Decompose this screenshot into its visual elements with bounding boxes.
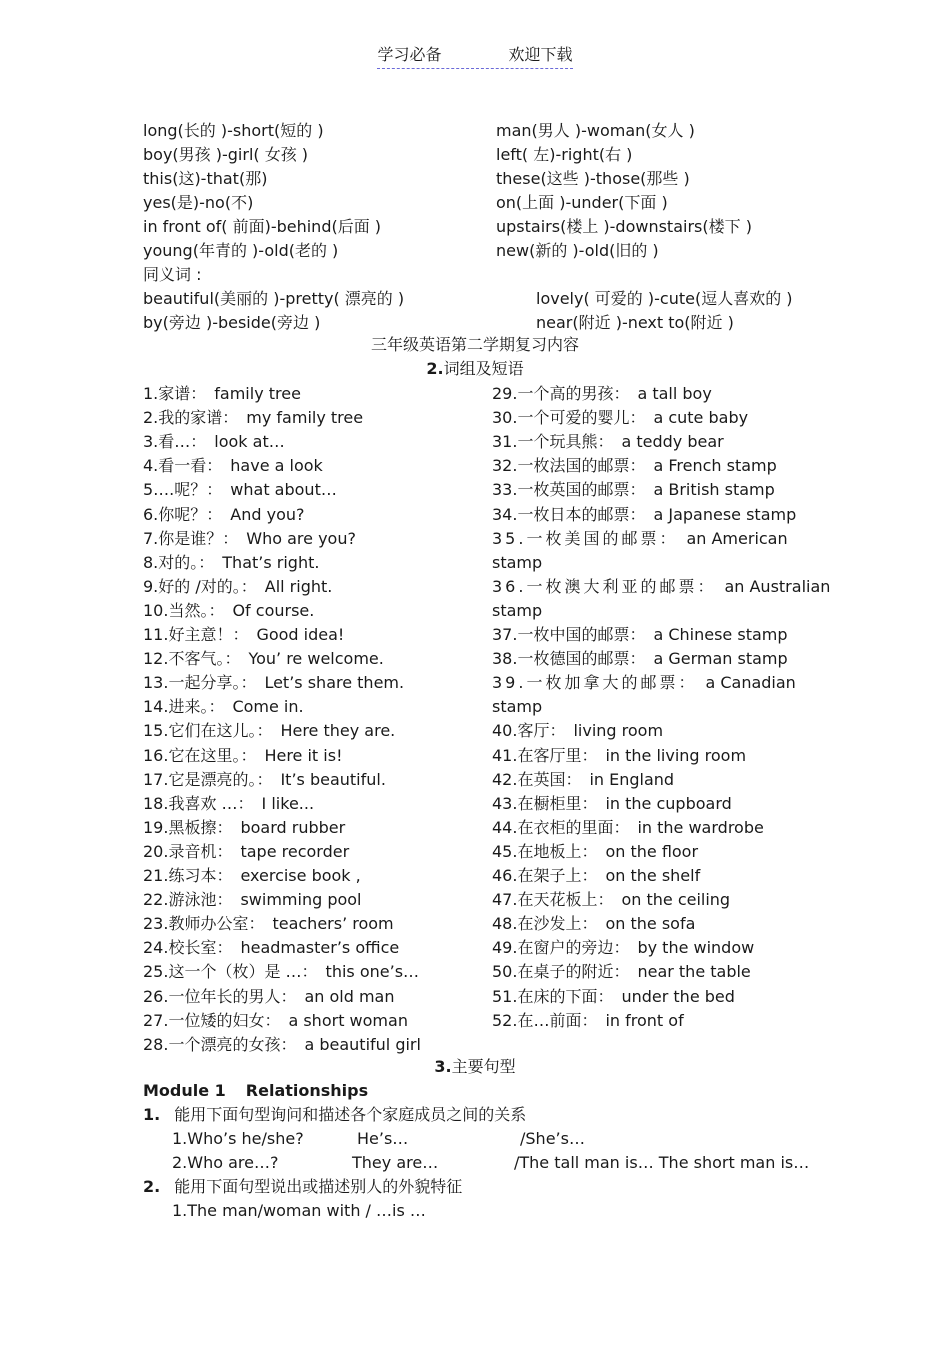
phrase-en: on the ceiling — [621, 890, 731, 909]
antonym-text: man(男人 )-woman(女人 ) — [496, 121, 695, 140]
phrase-en: All right. — [264, 577, 333, 596]
phrase-item — [492, 793, 732, 815]
phrase-en: Of course. — [232, 601, 315, 620]
phrase-en: swimming pool — [240, 890, 362, 909]
phrase-en: Let’s share them. — [264, 673, 405, 692]
phrase-en: an Australian — [724, 577, 831, 596]
phrase-item — [143, 745, 342, 767]
phrase-en: on the shelf — [605, 866, 701, 885]
phrase-cn: 26.一位年长的男人： — [143, 987, 297, 1006]
phrase-cn: 41.在客厅里： — [492, 746, 598, 765]
phrase-cn: 37.一枚中国的邮票： — [492, 625, 646, 644]
phrase-en: Come in. — [232, 697, 304, 716]
phrase-item — [492, 817, 764, 839]
example-sentence — [172, 1200, 426, 1222]
antonym-left — [143, 144, 308, 166]
phrase-en: I like... — [261, 794, 315, 813]
phrase-item — [492, 576, 830, 598]
synonym-left — [143, 288, 404, 310]
antonym-left — [143, 120, 324, 142]
phrase-item — [143, 407, 363, 429]
phrase-item — [492, 720, 663, 742]
phrase-item — [492, 1010, 684, 1032]
phrase-en: a beautiful girl — [304, 1035, 421, 1054]
phrase-en: a Chinese stamp — [653, 625, 788, 644]
antonym-left — [143, 240, 338, 262]
phrase-cn: 34.一枚日本的邮票： — [492, 505, 646, 524]
phrase-cn: 33.一枚英国的邮票： — [492, 480, 646, 499]
phrase-item — [143, 455, 323, 477]
phrase-cn: 6.你呢？： — [143, 505, 223, 524]
phrase-item — [492, 407, 748, 429]
phrase-item — [492, 961, 751, 983]
phrase-cn: 32.一枚法国的邮票： — [492, 456, 646, 475]
phrase-item — [143, 865, 361, 887]
phrase-en: You’ re welcome. — [248, 649, 384, 668]
synonyms-title — [143, 264, 201, 286]
phrase-en: a teddy bear — [621, 432, 724, 451]
antonym-text: these(这些 )-those(那些 ) — [496, 169, 690, 188]
phrase-item — [143, 552, 319, 574]
phrase-item — [492, 431, 724, 453]
phrase-cn: 44.在衣柜的里面： — [492, 818, 630, 837]
antonym-right — [496, 120, 695, 142]
phrase-cn: 51.在床的下面： — [492, 987, 614, 1006]
phrase-en-cont: stamp — [492, 601, 543, 620]
phrase-en: That’s right. — [222, 553, 320, 572]
phrase-item — [143, 793, 314, 815]
phrase-cn: 29.一个高的男孩： — [492, 384, 630, 403]
antonym-text: new(新的 )-old(旧的 ) — [496, 241, 659, 260]
phrase-en: And you? — [230, 505, 305, 524]
phrase-item — [143, 841, 349, 863]
phrase-cn: 47.在天花板上： — [492, 890, 614, 909]
phrase-item — [492, 455, 777, 477]
phrase-item-continued — [492, 696, 542, 718]
phrase-cn: 12.不客气。： — [143, 649, 241, 668]
sentence-part-a: 2.Who are…? — [172, 1153, 279, 1172]
phrase-cn: 40.客厅： — [492, 721, 566, 740]
phrase-en: in front of — [605, 1011, 684, 1030]
example-sentence-b — [352, 1152, 438, 1174]
phrase-cn: 19.黑板擦： — [143, 818, 233, 837]
phrase-item — [492, 528, 788, 550]
phrase-en: a short woman — [288, 1011, 408, 1030]
phrase-item — [143, 696, 304, 718]
phrase-cn: 11.好主意！： — [143, 625, 249, 644]
antonym-text: left( 左)-right(右 ) — [496, 145, 633, 164]
phrase-en: by the window — [637, 938, 755, 957]
phrase-en: in the cupboard — [605, 794, 732, 813]
phrase-item — [143, 961, 419, 983]
phrase-cn: 22.游泳池： — [143, 890, 233, 909]
phrase-item — [492, 889, 730, 911]
sentence-part-c: /She’s… — [520, 1129, 585, 1148]
phrase-en: near the table — [637, 962, 751, 981]
phrase-en: on the sofa — [605, 914, 696, 933]
phrases-title — [0, 358, 950, 380]
antonym-left — [143, 168, 267, 190]
sentence-part-a: 1.Who’s he/she? — [172, 1129, 304, 1148]
phrase-cn: 17.它是漂亮的。： — [143, 770, 273, 789]
phrase-cn: 1.家谱： — [143, 384, 207, 403]
phrase-item — [143, 769, 386, 791]
phrase-en: It’s beautiful. — [280, 770, 386, 789]
antonym-text: long(长的 )-short(短的 ) — [143, 121, 324, 140]
phrase-item — [492, 913, 695, 935]
phrase-en: a German stamp — [653, 649, 788, 668]
phrase-en: my family tree — [246, 408, 364, 427]
phrase-item — [492, 986, 735, 1008]
phrase-cn: 27.一位矮的妇女： — [143, 1011, 281, 1030]
synonym-text: by(旁边 )-beside(旁边 ) — [143, 313, 321, 332]
header-right: 欢迎下载 — [508, 45, 573, 64]
sentence-part-a: 1.The man/woman with / …is … — [172, 1201, 426, 1220]
phrase-item — [143, 431, 285, 453]
synonym-right — [536, 312, 734, 334]
phrase-item — [492, 841, 698, 863]
phrase-item — [143, 889, 362, 911]
phrase-item — [143, 817, 345, 839]
phrase-cn: 28.一个漂亮的女孩： — [143, 1035, 297, 1054]
phrase-en: in the wardrobe — [637, 818, 764, 837]
phrase-cn: 4.看一看： — [143, 456, 223, 475]
phrase-en: headmaster’s office — [240, 938, 400, 957]
phrase-cn: 9.好的 /对的。： — [143, 577, 257, 596]
phrase-item — [143, 600, 314, 622]
patterns-title-text: 主要句型 — [451, 1057, 516, 1076]
antonym-text: on(上面 )-under(下面 ) — [496, 193, 668, 212]
phrase-cn: 38.一枚德国的邮票： — [492, 649, 646, 668]
synonym-right — [536, 288, 793, 310]
phrase-en: in the living room — [605, 746, 747, 765]
phrase-en-cont: stamp — [492, 697, 543, 716]
section-title-text: 三年级英语第二学期复习内容 — [370, 335, 579, 354]
phrase-cn: 23.教师办公室： — [143, 914, 265, 933]
phrase-cn: 43.在橱柜里： — [492, 794, 598, 813]
antonym-right — [496, 144, 632, 166]
phrase-item-continued — [492, 552, 542, 574]
phrase-en: this one’s… — [325, 962, 420, 981]
phrase-en: an old man — [304, 987, 395, 1006]
example-sentence-c — [520, 1128, 585, 1150]
patterns-title-num: 3. — [434, 1057, 452, 1076]
pattern-item-text: 能用下面句型询问和描述各个家庭成员之间的关系 — [174, 1105, 527, 1124]
module-heading — [143, 1080, 368, 1102]
phrase-cn: 24.校长室： — [143, 938, 233, 957]
section-title — [0, 334, 950, 356]
phrase-item — [143, 1010, 408, 1032]
phrase-cn: 42.在英国： — [492, 770, 582, 789]
phrases-title-num: 2. — [426, 359, 444, 378]
patterns-title — [0, 1056, 950, 1078]
phrase-en: a French stamp — [653, 456, 777, 475]
phrase-cn: 35.一枚美国的邮票： — [492, 529, 679, 548]
example-sentence — [172, 1128, 304, 1150]
phrase-en: Good idea! — [256, 625, 345, 644]
phrase-en: a cute baby — [653, 408, 749, 427]
phrase-item — [143, 913, 394, 935]
phrase-cn: 31.一个玩具熊： — [492, 432, 614, 451]
synonym-text: near(附近 )-next to(附近 ) — [536, 313, 734, 332]
synonyms-heading: 同义词 : — [143, 265, 202, 284]
page-header — [0, 42, 950, 69]
phrase-en: Here it is! — [264, 746, 343, 765]
antonym-left — [143, 192, 253, 214]
phrase-cn: 50.在桌子的附近： — [492, 962, 630, 981]
phrase-cn: 3.看…： — [143, 432, 207, 451]
antonym-right — [496, 240, 659, 262]
phrase-cn: 45.在地板上： — [492, 842, 598, 861]
phrase-cn: 2.我的家谱： — [143, 408, 239, 427]
phrase-item — [492, 504, 796, 526]
phrase-item — [143, 383, 301, 405]
antonym-text: upstairs(楼上 )-downstairs(楼下 ) — [496, 217, 752, 236]
example-sentence-b — [357, 1128, 408, 1150]
module-name: Relationships — [245, 1081, 369, 1100]
phrase-item — [143, 1034, 421, 1056]
phrase-cn: 48.在沙发上： — [492, 914, 598, 933]
phrase-item — [143, 504, 305, 526]
antonym-text: boy(男孩 )-girl( 女孩 ) — [143, 145, 309, 164]
phrase-item — [492, 865, 700, 887]
phrase-cn: 8.对的。： — [143, 553, 215, 572]
phrase-en: a British stamp — [653, 480, 775, 499]
phrase-en: board rubber — [240, 818, 346, 837]
antonym-text: yes(是)-no(不) — [143, 193, 254, 212]
phrase-item — [143, 528, 356, 550]
module-label: Module 1 — [143, 1081, 226, 1100]
phrase-cn: 21.练习本： — [143, 866, 233, 885]
phrase-en: tape recorder — [240, 842, 350, 861]
phrase-cn: 46.在架子上： — [492, 866, 598, 885]
antonym-right — [496, 168, 690, 190]
antonym-left — [143, 216, 381, 238]
phrase-cn: 52.在…前面： — [492, 1011, 598, 1030]
phrase-en: family tree — [214, 384, 301, 403]
phrase-en: on the floor — [605, 842, 699, 861]
phrase-item — [492, 745, 746, 767]
antonym-right — [496, 216, 752, 238]
phrase-cn: 15.它们在这儿。： — [143, 721, 273, 740]
phrase-cn: 13.一起分享。： — [143, 673, 257, 692]
phrase-item — [492, 479, 775, 501]
phrase-en: exercise book , — [240, 866, 361, 885]
phrase-cn: 39.一枚加拿大的邮票： — [492, 673, 698, 692]
phrase-en-cont: stamp — [492, 553, 543, 572]
phrase-item — [143, 720, 395, 742]
phrase-en: what about… — [230, 480, 337, 499]
phrase-item — [492, 672, 796, 694]
synonym-text: beautiful(美丽的 )-pretty( 漂亮的 ) — [143, 289, 405, 308]
phrase-en: Who are you? — [246, 529, 356, 548]
synonym-text: lovely( 可爱的 )-cute(逗人喜欢的 ) — [536, 289, 793, 308]
pattern-item — [143, 1176, 462, 1198]
phrase-cn: 7.你是谁？： — [143, 529, 239, 548]
phrase-cn: 49.在窗户的旁边： — [492, 938, 630, 957]
pattern-item-num: 1. — [143, 1105, 161, 1124]
phrase-item — [143, 672, 404, 694]
phrase-en: living room — [573, 721, 664, 740]
phrase-en: under the bed — [621, 987, 735, 1006]
phrase-en: look at… — [214, 432, 285, 451]
synonym-left — [143, 312, 320, 334]
phrase-cn: 30.一个可爱的婴儿： — [492, 408, 646, 427]
example-sentence-c — [514, 1152, 809, 1174]
phrase-cn: 16.它在这里。： — [143, 746, 257, 765]
phrase-cn: 18.我喜欢 …： — [143, 794, 254, 813]
header-left: 学习必备 — [377, 45, 442, 64]
phrase-en: have a look — [230, 456, 323, 475]
phrase-cn: 36.一枚澳大利亚的邮票： — [492, 577, 717, 596]
pattern-item — [143, 1104, 526, 1126]
phrase-item-continued — [492, 600, 542, 622]
sentence-part-b: He’s… — [357, 1129, 409, 1148]
pattern-item-text: 能用下面句型说出或描述别人的外貌特征 — [174, 1177, 463, 1196]
phrase-cn: 5….呢？： — [143, 480, 223, 499]
pattern-item-num: 2. — [143, 1177, 161, 1196]
phrase-item — [492, 937, 754, 959]
phrase-item — [492, 648, 788, 670]
phrase-item — [143, 937, 399, 959]
phrase-cn: 25.这一个（枚）是 …： — [143, 962, 318, 981]
phrases-title-text: 词组及短语 — [443, 359, 524, 378]
phrase-item — [143, 648, 384, 670]
phrase-cn: 14.进来。： — [143, 697, 225, 716]
phrase-item — [143, 576, 332, 598]
example-sentence — [172, 1152, 278, 1174]
phrase-item — [143, 986, 395, 1008]
sentence-part-c: /The tall man is… The short man is… — [514, 1153, 810, 1172]
antonym-text: in front of( 前面)-behind(后面 ) — [143, 217, 382, 236]
phrase-item — [143, 479, 337, 501]
phrase-en: a tall boy — [637, 384, 712, 403]
phrase-item — [492, 624, 788, 646]
phrase-en: teachers’ room — [272, 914, 394, 933]
sentence-part-b: They are… — [352, 1153, 439, 1172]
antonym-text: young(年青的 )-old(老的 ) — [143, 241, 339, 260]
phrase-en: in England — [589, 770, 675, 789]
phrase-cn: 20.录音机： — [143, 842, 233, 861]
phrase-en: an American — [686, 529, 788, 548]
phrase-item — [492, 383, 712, 405]
phrase-en: a Canadian — [705, 673, 796, 692]
antonym-right — [496, 192, 668, 214]
phrase-item — [492, 769, 674, 791]
antonym-text: this(这)-that(那) — [143, 169, 268, 188]
phrase-en: a Japanese stamp — [653, 505, 797, 524]
phrase-en: Here they are. — [280, 721, 396, 740]
phrase-cn: 10.当然。： — [143, 601, 225, 620]
phrase-item — [143, 624, 344, 646]
